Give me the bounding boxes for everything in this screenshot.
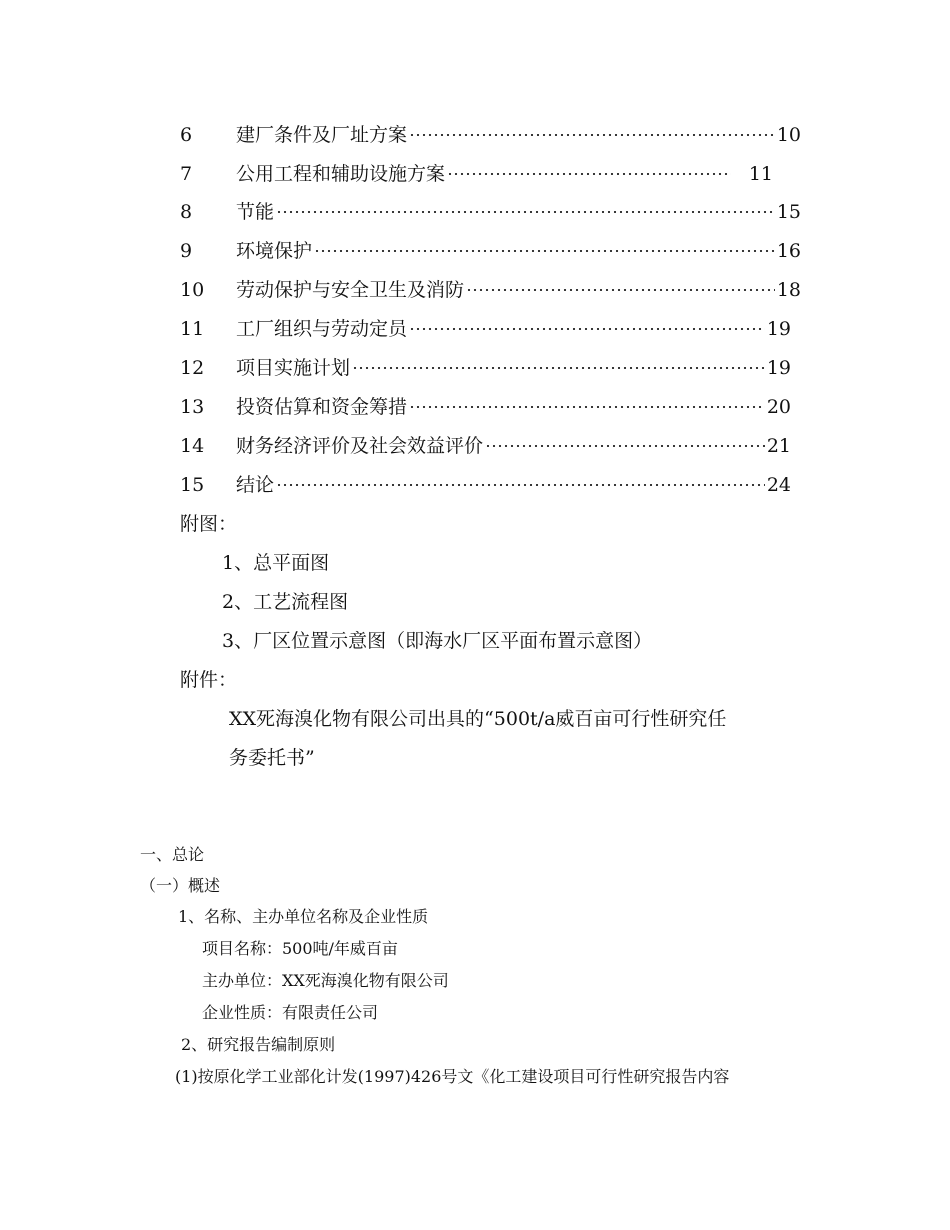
- toc-entry: [180, 236, 801, 266]
- toc-entry-number: 9: [180, 240, 193, 262]
- toc-entry-number: 11: [180, 318, 205, 340]
- toc-entry-page: 11: [748, 163, 773, 185]
- project-name-line: 项目名称：500吨/年威百亩: [202, 939, 398, 958]
- appendix-figure-item: 1、总平面图: [222, 552, 330, 574]
- toc-dot-leader: [409, 134, 775, 136]
- toc-entry-page: 19: [766, 357, 791, 379]
- section-heading: 一、总论: [140, 845, 205, 864]
- toc-entry-number: 12: [180, 357, 205, 379]
- subsection-heading: （一）概述: [140, 876, 221, 895]
- toc-entry-number: 13: [180, 396, 205, 418]
- enterprise-nature-line: 企业性质：有限责任公司: [202, 1003, 379, 1022]
- toc-entry-number: 10: [180, 279, 205, 301]
- toc-entry-title: 投资估算和资金筹措: [236, 396, 408, 418]
- toc-entry: [180, 431, 791, 461]
- toc-entry-page: 16: [776, 240, 801, 262]
- toc-entry: [180, 197, 801, 227]
- toc-entry-title: 结论: [236, 474, 275, 496]
- attachment-text-line: 务委托书”: [229, 747, 315, 769]
- toc-entry-number: 8: [180, 201, 193, 223]
- sponsor-line: 主办单位：XX死海溴化物有限公司: [202, 971, 449, 990]
- toc-entry-title: 劳动保护与安全卫生及消防: [236, 279, 465, 301]
- toc-entry-title: 项目实施计划: [236, 357, 351, 379]
- toc-dot-leader: [276, 484, 765, 486]
- attachment-text-line: XX死海溴化物有限公司出具的“500t/a威百亩可行性研究任: [229, 708, 727, 730]
- toc-entry-page: 18: [776, 279, 801, 301]
- toc-entry: [180, 275, 801, 305]
- toc-dot-leader: [485, 445, 765, 447]
- toc-entry: [180, 470, 791, 500]
- toc-entry-number: 7: [180, 163, 193, 185]
- toc-entry: [180, 314, 791, 344]
- toc-entry-page: 20: [766, 396, 791, 418]
- toc-entry-title: 财务经济评价及社会效益评价: [236, 435, 484, 457]
- item-heading: 1、名称、主办单位名称及企业性质: [178, 907, 429, 926]
- toc-dot-leader: [447, 173, 731, 175]
- toc-entry-page: 15: [776, 201, 801, 223]
- toc-entry-number: 15: [180, 474, 205, 496]
- toc-dot-leader: [352, 367, 765, 369]
- appendix-figure-item: 3、厂区位置示意图（即海水厂区平面布置示意图）: [222, 630, 653, 652]
- toc-entry-title: 节能: [236, 201, 275, 223]
- appendix-figures-heading: 附图：: [180, 513, 238, 535]
- toc-entry-title: 工厂组织与劳动定员: [236, 318, 408, 340]
- toc-dot-leader: [314, 250, 775, 252]
- clause-text: (1)按原化学工业部化计发(1997)426号文《化工建设项目可行性研究报告内容: [175, 1067, 730, 1086]
- appendix-figure-item: 2、工艺流程图: [222, 591, 349, 613]
- toc-entry-page: 21: [766, 435, 791, 457]
- toc-dot-leader: [409, 328, 765, 330]
- item-heading: 2、研究报告编制原则: [181, 1035, 336, 1054]
- toc-entry-number: 6: [180, 124, 193, 146]
- toc-entry-number: 14: [180, 435, 205, 457]
- toc-entry: [180, 120, 801, 150]
- toc-entry-page: 24: [766, 474, 791, 496]
- toc-entry-page: 10: [776, 124, 801, 146]
- toc-entry: [180, 159, 773, 189]
- attachments-heading: 附件：: [180, 669, 238, 691]
- toc-entry-title: 建厂条件及厂址方案: [236, 124, 408, 146]
- toc-dot-leader: [466, 289, 775, 291]
- toc-entry-title: 公用工程和辅助设施方案: [236, 163, 446, 185]
- toc-dot-leader: [276, 211, 775, 213]
- toc-entry-title: 环境保护: [236, 240, 313, 262]
- toc-entry: [180, 392, 791, 422]
- toc-entry: [180, 353, 791, 383]
- toc-entry-page: 19: [766, 318, 791, 340]
- toc-dot-leader: [409, 406, 765, 408]
